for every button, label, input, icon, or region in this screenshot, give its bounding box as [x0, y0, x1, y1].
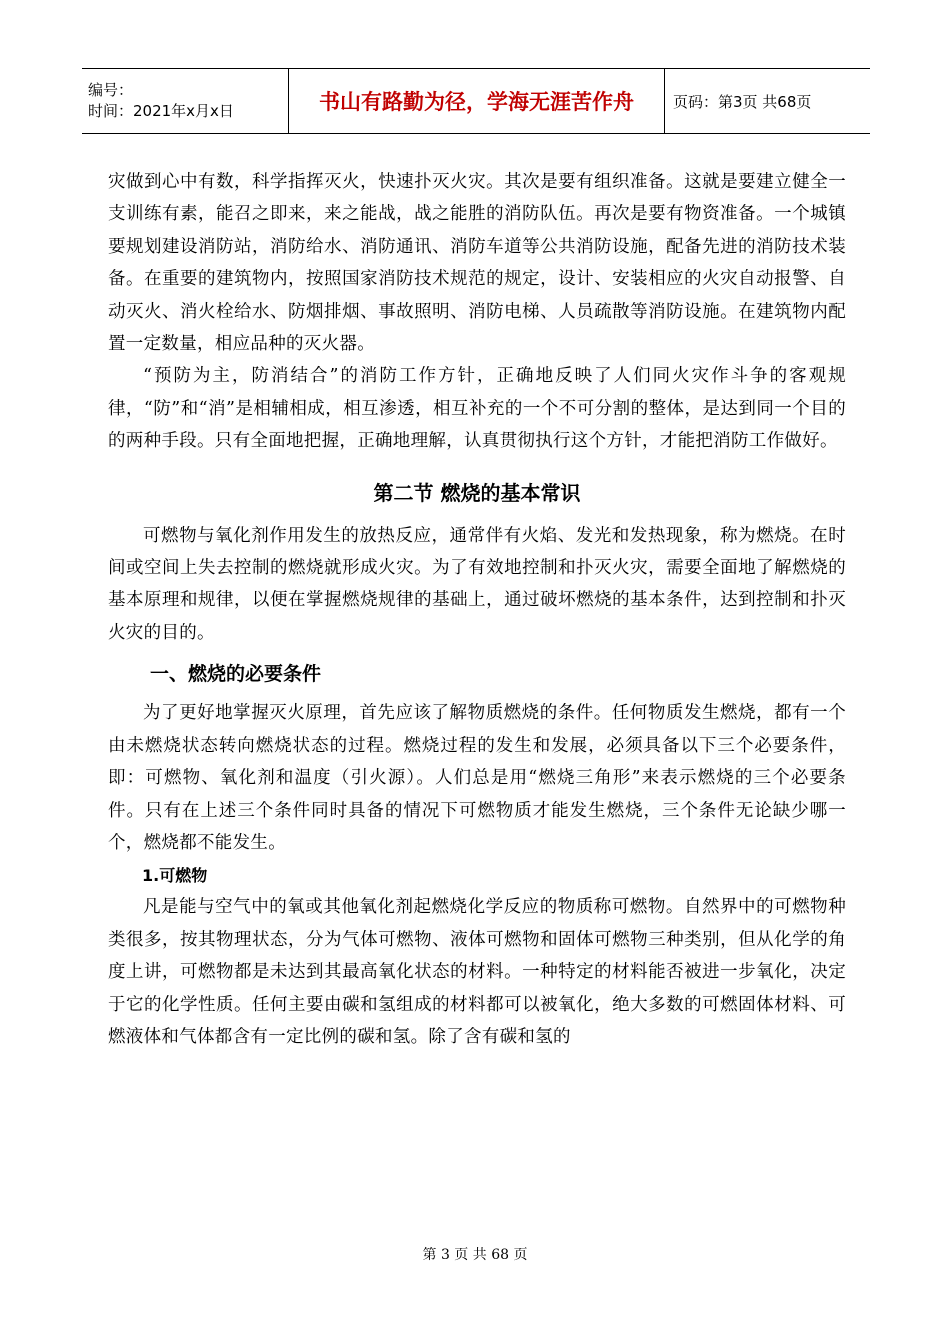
section-title: 第二节 燃烧的基本常识: [373, 480, 581, 505]
document-header: [82, 68, 870, 134]
header-motto: 书山有路勤为径，学海无涯苦作舟: [289, 69, 665, 134]
page-footer: 第 3 页 共 68 页: [422, 1247, 528, 1263]
paragraph-fire-policy: “预防为主，防消结合”的消防工作方针，正确地反映了人们同火灾作斗争的客观规律，“防”和“消”是相辅相成，相互渗透，相互补充的一个不可分割的整体，是达到同一个目的的两种手段。只有全面地把握，正确地理解，认真贯彻执行这个方针，才能把消防工作做好。: [108, 366, 846, 452]
document-number-label: 编号：: [88, 81, 134, 99]
header-page-info: 页码：第3页 共68页: [665, 69, 871, 134]
paragraph-combustion-definition: 可燃物与氧化剂作用发生的放热反应，通常伴有火焰、发光和发热现象，称为燃烧。在时间或空间上失去控制的燃烧就形成火灾。为了有效地控制和扑灭火灾，需要全面地了解燃烧的基本原理和规律，以便在掌握燃烧规律的基础上，通过破坏燃烧的基本条件，达到控制和扑灭火灾的目的。: [108, 525, 846, 643]
paragraph-combustibles: 凡是能与空气中的氧或其他氧化剂起燃烧化学反应的物质称可燃物。自然界中的可燃物种类很多，按其物理状态，分为气体可燃物、液体可燃物和固体可燃物三种类别，但从化学的角度上讲，可燃物都是未达到其最高氧化状态的材料。一种特定的材料能否被进一步氧化，决定于它的化学性质。任何主要由碳和氢组成的材料都可以被氧化，绝大多数的可燃固体材料、可燃液体和气体都含有一定比例的碳和氢。除了含有碳和氢的: [108, 897, 846, 1047]
document-date-label: 时间：2021年x月x日: [88, 102, 234, 120]
header-meta: [82, 69, 289, 134]
paragraph-continued: 灾做到心中有数，科学指挥灭火，快速扑灭火灾。其次是要有组织准备。这就是要建立健全一支训练有素，能召之即来，来之能战，战之能胜的消防队伍。再次是要有物资准备。一个城镇要规划建设消防站，消防给水、消防通讯、消防车道等公共消防设施，配备先进的消防技术装备。在重要的建筑物内，按照国家消防技术规范的规定，设计、安装相应的火灾自动报警、自动灭火、消火栓给水、防烟排烟、事故照明、消防电梯、人员疏散等消防设施。在建筑物内配置一定数量，相应品种的灭火器。: [108, 172, 846, 355]
document-body: [108, 166, 846, 1053]
paragraph-necessary-conditions: 为了更好地掌握灭火原理，首先应该了解物质燃烧的条件。任何物质发生燃烧，都有一个由未燃烧状态转向燃烧状态的过程。燃烧过程的发生和发展，必须具备以下三个必要条件，即：可燃物、氧化剂和温度（引火源）。人们总是用“燃烧三角形”来表示燃烧的三个必要条件。只有在上述三个条件同时具备的情况下可燃物质才能发生燃烧，三个条件无论缺少哪一个，燃烧都不能发生。: [108, 703, 846, 853]
item-title-combustibles: 1.可燃物: [142, 866, 208, 886]
subsection-title: 一、燃烧的必要条件: [150, 663, 322, 686]
